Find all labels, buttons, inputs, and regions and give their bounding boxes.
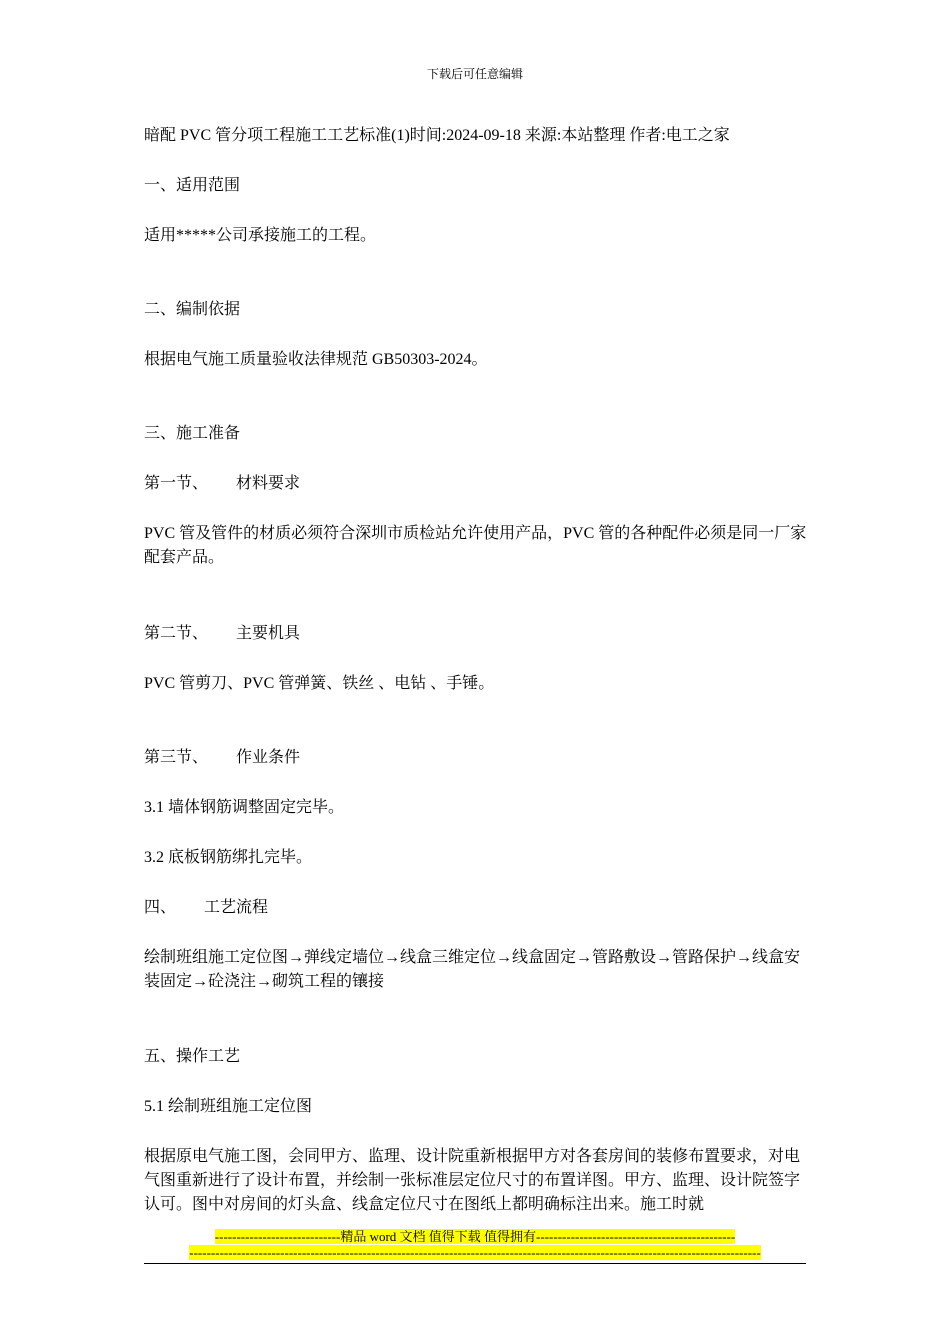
subsection-1-number: 第一节、 [144,475,209,492]
subsection-3-number: 第三节、 [144,749,209,766]
footer-banner-line-2 [0,1245,950,1261]
page-header: 下载后可任意编辑 [426,67,523,81]
section-5-body: 根据原电气施工图，会同甲方、监理、设计院重新根据甲方对各套房间的装修布置要求，对电气图重新进行了设计布置，并绘制一张标准层定位尺寸的布置详图。甲方、监理、设计院签字认可。图中对房间的灯头盒、线盒定位尺寸在图纸上都明确标注出来。施工时就 [144,1148,801,1213]
subsection-1-body: PVC 管及管件的材质必须符合深圳市质检站允许使用产品，PVC 管的各种配件必须是同一厂家配套产品。 [144,525,807,566]
subsection-1-title: 材料要求 [236,475,301,492]
footer-banner-line-1 [0,1229,950,1245]
section-2-body: 根据电气施工质量验收法律规范 GB50303-2024。 [144,351,488,368]
subsection-2-number: 第二节、 [144,625,209,642]
footer-banner-text: -----------------------------精品 word 文档 值得下载 值得拥有---------------------------------------------- [214,1229,736,1244]
subsection-5-1-heading: 5.1 绘制班组施工定位图 [144,1098,313,1115]
subsection-3-title: 作业条件 [236,749,301,766]
subsection-1-heading [144,472,809,496]
section-1-heading: 一、适用范围 [144,177,241,194]
section-4-heading [144,896,809,920]
item-3-1: 3.1 墙体钢筋调整固定完毕。 [144,799,345,816]
subsection-2-title: 主要机具 [236,625,301,642]
footer-banner-dashes: ------------------------------------------------------------------------------------------------------------------------------------ [189,1245,761,1260]
section-1-body: 适用*****公司承接施工的工程。 [144,227,377,244]
subsection-2-heading [144,622,809,646]
document-title: 暗配 PVC 管分项工程施工工艺标准(1)时间:2024-09-18 来源:本站整理 作者:电工之家 [144,127,730,144]
subsection-2-body: PVC 管剪刀、PVC 管弹簧、铁丝 、电钻 、手锤。 [144,675,495,692]
section-3-heading: 三、施工准备 [144,425,241,442]
section-4-body: 绘制班组施工定位图→弹线定墙位→线盒三维定位→线盒固定→管路敷设→管路保护→线盒安装固定→砼浇注→砌筑工程的镶接 [144,949,801,990]
section-4-title: 工艺流程 [204,899,269,916]
subsection-3-heading [144,746,809,770]
section-5-heading: 五、操作工艺 [144,1048,241,1065]
item-3-2: 3.2 底板钢筋绑扎完毕。 [144,849,313,866]
section-4-number: 四、 [144,899,177,916]
footer-rule [144,1263,806,1264]
section-2-heading: 二、编制依据 [144,301,241,318]
